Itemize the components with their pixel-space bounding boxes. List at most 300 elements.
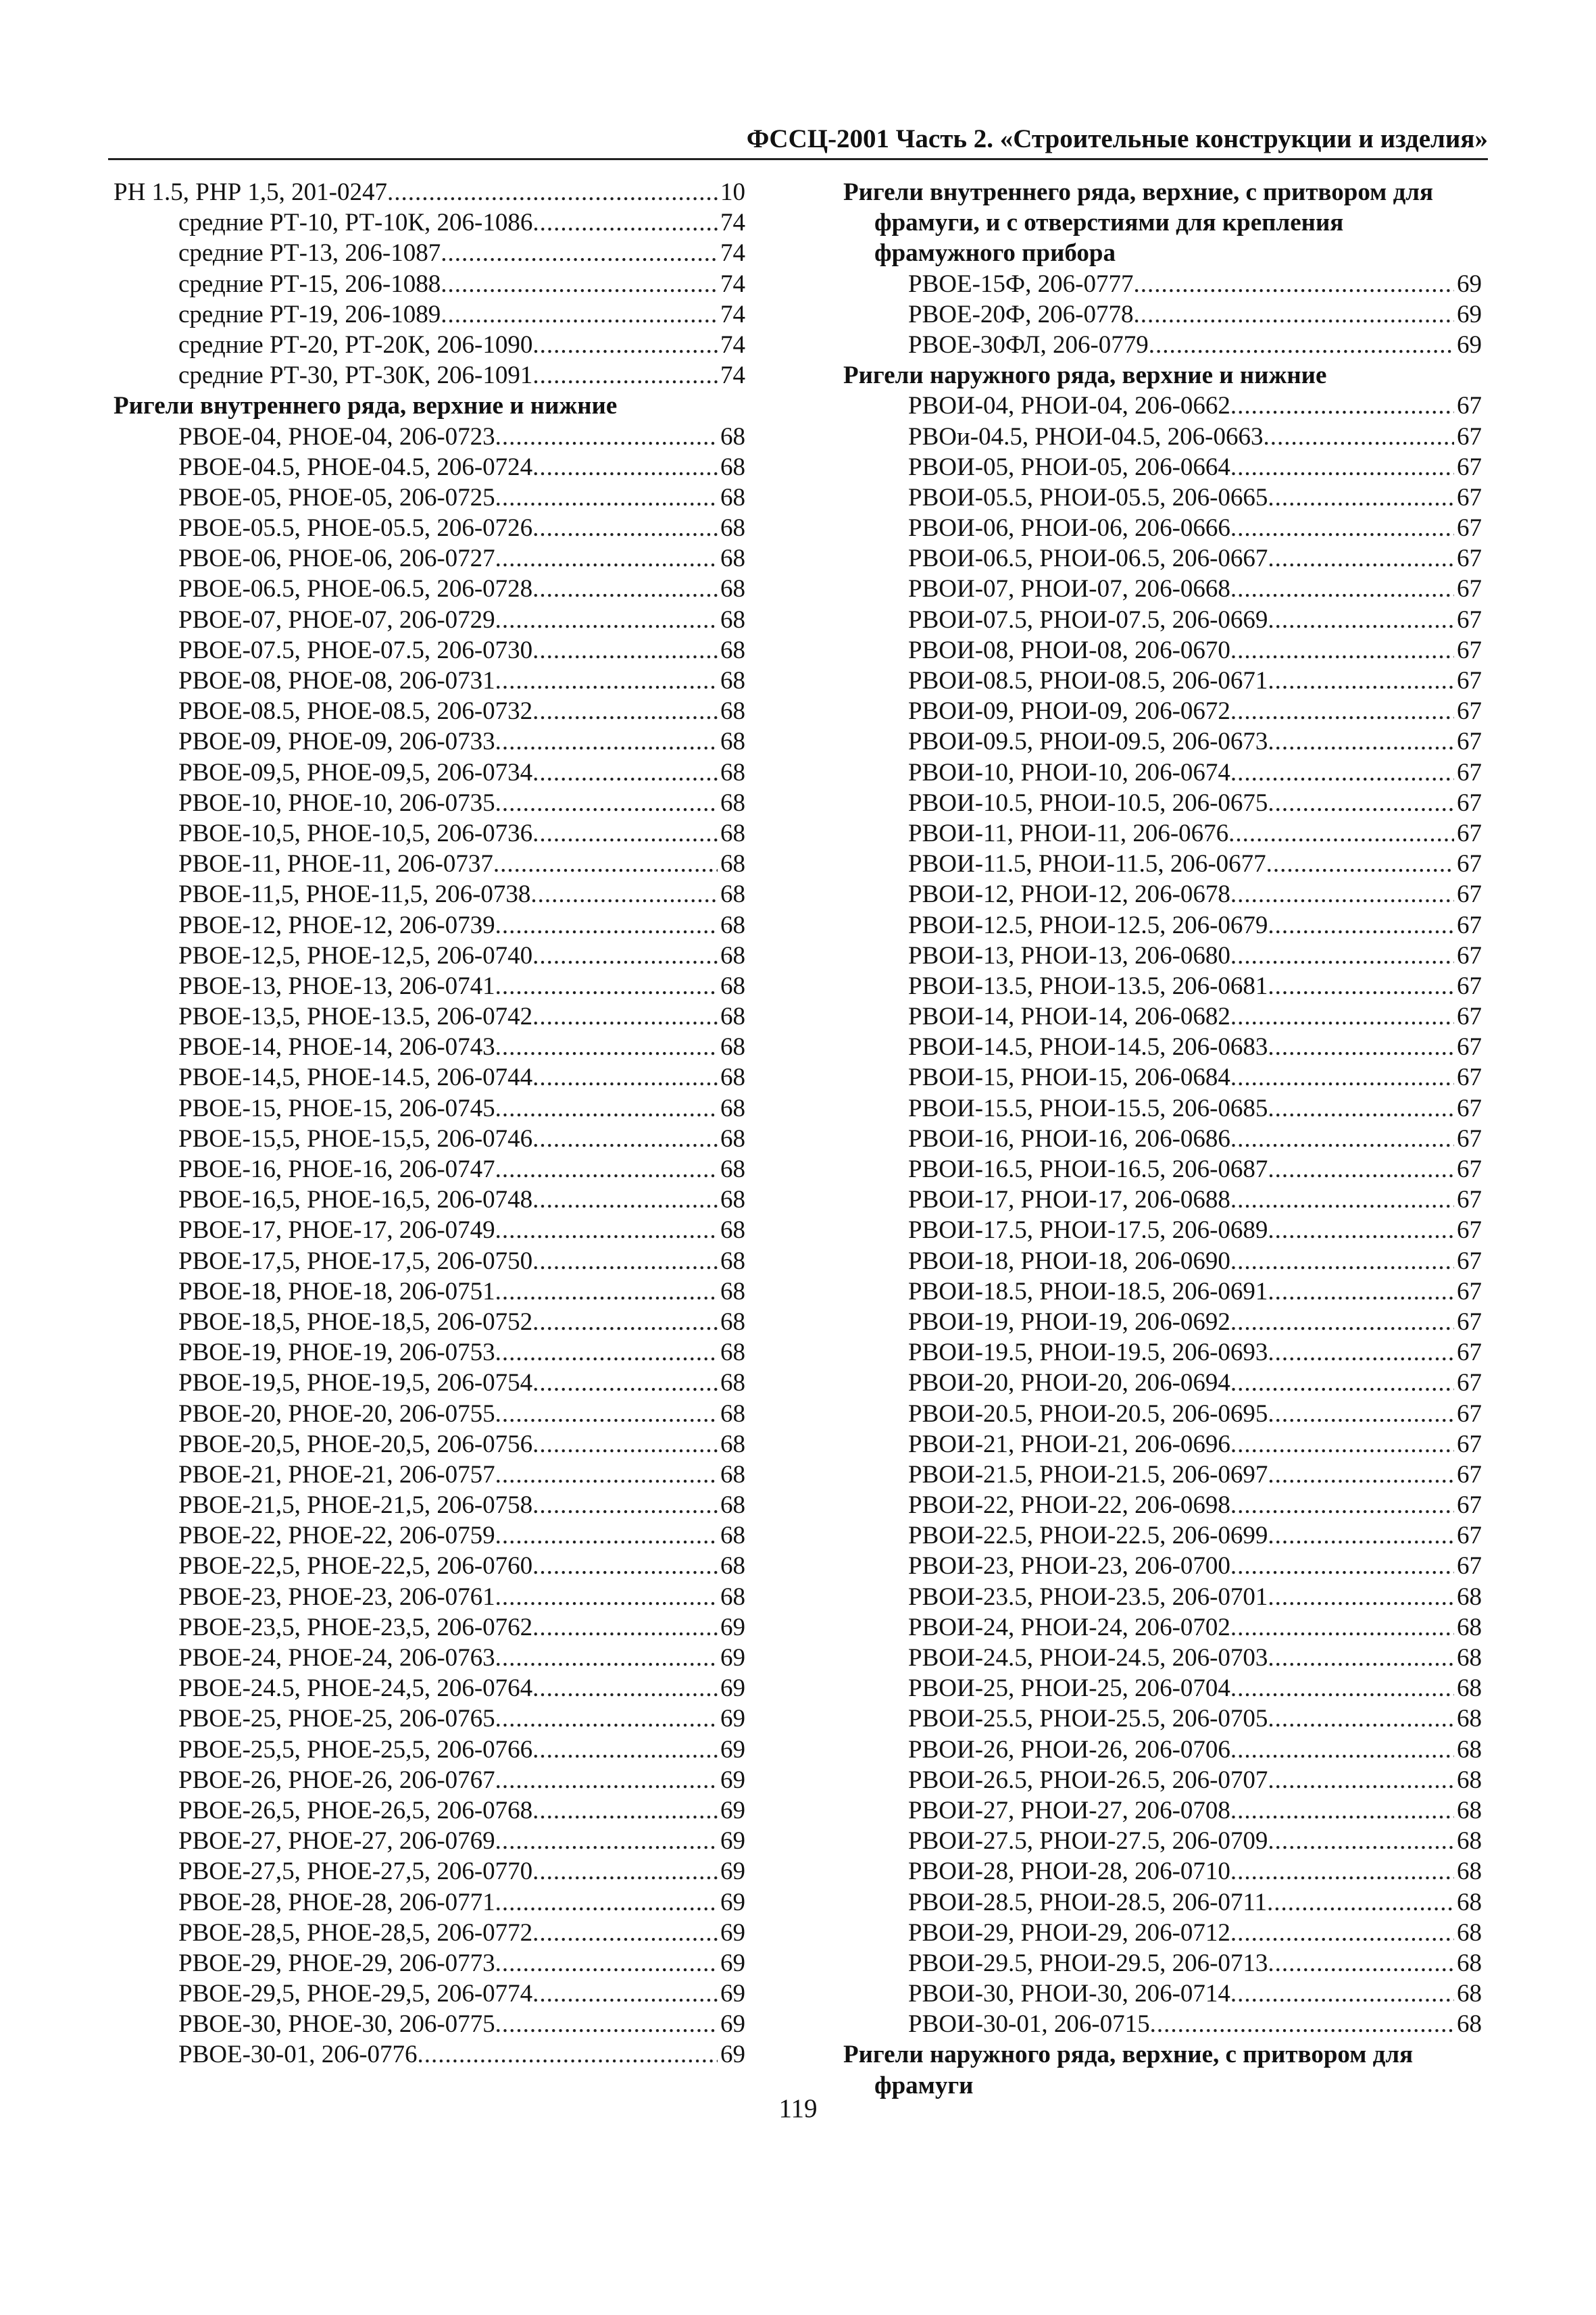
index-entry — [114, 788, 745, 818]
index-entry — [843, 1490, 1482, 1520]
entry-text: РВОИ-12.5, РНОИ-12.5, 206-0679 — [908, 911, 1268, 939]
entry-text: РВОЕ-13,5, РНОЕ-13.5, 206-0742 — [178, 1003, 533, 1031]
index-entry — [114, 1643, 745, 1673]
entry-text: РВОЕ-21,5, РНОЕ-21,5, 206-0758 — [178, 1491, 533, 1520]
entry-text: РВОИ-26.5, РНОИ-26.5, 206-0707 — [908, 1766, 1268, 1794]
entry-page: 69 — [720, 1888, 745, 1916]
entry-page: 68 — [720, 911, 745, 939]
dot-leader — [532, 360, 718, 391]
entry-page: 67 — [1457, 728, 1482, 756]
entry-text: РВОИ-08.5, РНОИ-08.5, 206-0671 — [908, 667, 1268, 695]
dot-leader — [495, 1826, 718, 1856]
entry-page: 68 — [1457, 1980, 1482, 2008]
entry-text: РВОИ-12, РНОИ-12, 206-0678 — [908, 880, 1230, 909]
entry-text: РВОИ-25.5, РНОИ-25.5, 206-0705 — [908, 1705, 1268, 1733]
entry-page: 68 — [1457, 1674, 1482, 1703]
entry-page: 67 — [1457, 697, 1482, 726]
dot-leader — [1268, 1643, 1454, 1673]
entry-page: 68 — [720, 636, 745, 664]
section-heading: фрамужного прибора — [874, 239, 1116, 268]
dot-leader — [532, 1551, 718, 1581]
index-entry — [114, 1429, 745, 1460]
entry-page: 68 — [1457, 1583, 1482, 1611]
index-entry — [114, 1399, 745, 1429]
dot-leader — [1268, 1520, 1454, 1551]
dot-leader — [1230, 1124, 1454, 1154]
dot-leader — [530, 879, 718, 910]
entry-page: 67 — [1457, 819, 1482, 847]
dot-leader — [532, 696, 718, 726]
running-header — [108, 120, 1488, 160]
dot-leader — [495, 1215, 718, 1245]
dot-leader — [1133, 269, 1454, 299]
entry-page: 67 — [1457, 1124, 1482, 1153]
entry-text: РВОИ-05, РНОИ-05, 206-0664 — [908, 453, 1230, 481]
index-column-right — [843, 177, 1482, 2101]
entry-page: 68 — [720, 1247, 745, 1275]
dot-leader — [441, 269, 718, 299]
section-heading: Ригели внутреннего ряда, верхние, с притвором для — [843, 178, 1434, 206]
index-entry — [843, 299, 1482, 330]
entry-text: РВОЕ-17, РНОЕ-17, 206-0749 — [178, 1216, 495, 1245]
entry-text: РВОЕ-05, РНОЕ-05, 206-0725 — [178, 483, 495, 512]
dot-leader — [1230, 1612, 1454, 1643]
dot-leader — [1268, 1765, 1454, 1795]
index-entry — [843, 1978, 1482, 2009]
index-entry — [114, 177, 745, 207]
dot-leader — [495, 1093, 718, 1124]
entry-page: 68 — [720, 453, 745, 481]
entry-page: 67 — [1457, 911, 1482, 939]
entry-page: 67 — [1457, 972, 1482, 1000]
index-entry — [114, 269, 745, 299]
dot-leader — [1267, 1887, 1454, 1918]
index-entry — [114, 330, 745, 360]
entry-page: 67 — [1457, 1003, 1482, 1031]
entry-text: РВОЕ-16,5, РНОЕ-16,5, 206-0748 — [178, 1186, 533, 1214]
entry-page: 74 — [720, 300, 745, 328]
dot-leader — [532, 1307, 718, 1337]
index-entry — [843, 1337, 1482, 1368]
entry-text: РВОЕ-30, РНОЕ-30, 206-0775 — [178, 2010, 495, 2039]
dot-leader — [532, 1001, 718, 1032]
section-heading: фрамуги — [874, 2071, 974, 2099]
dot-leader — [1266, 849, 1454, 879]
dot-leader — [1230, 1429, 1454, 1460]
dot-leader — [1150, 2009, 1454, 2039]
entry-page: 74 — [720, 270, 745, 298]
index-entry — [843, 1307, 1482, 1337]
entry-page: 69 — [1457, 330, 1482, 359]
dot-leader — [1263, 422, 1454, 452]
entry-page: 68 — [720, 1460, 745, 1489]
entry-page: 67 — [1457, 1186, 1482, 1214]
dot-leader — [532, 1185, 718, 1215]
entry-page: 67 — [1457, 1064, 1482, 1092]
dot-leader — [441, 238, 718, 268]
entry-page: 67 — [1457, 1216, 1482, 1245]
index-entry — [114, 666, 745, 696]
entry-page: 68 — [1457, 1918, 1482, 1947]
entry-page: 68 — [1457, 1949, 1482, 1977]
dot-leader — [495, 1520, 718, 1551]
dot-leader — [1230, 1185, 1454, 1215]
index-entry — [114, 1795, 745, 1826]
dot-leader — [1268, 971, 1454, 1001]
index-entry — [843, 1856, 1482, 1887]
index-entry — [114, 1765, 745, 1795]
dot-leader — [532, 635, 718, 666]
dot-leader — [495, 605, 718, 635]
entry-page: 67 — [1457, 575, 1482, 603]
entry-text: РВОИ-15.5, РНОИ-15.5, 206-0685 — [908, 1094, 1268, 1122]
entry-page: 67 — [1457, 545, 1482, 573]
entry-page: 67 — [1457, 483, 1482, 512]
entry-page: 68 — [720, 1369, 745, 1397]
dot-leader — [532, 941, 718, 971]
entry-text: РВОИ-04, РНОИ-04, 206-0662 — [908, 392, 1230, 420]
entry-text: РВОИ-23.5, РНОИ-23.5, 206-0701 — [908, 1583, 1268, 1611]
dot-leader — [495, 726, 718, 757]
entry-text: РВОИ-25, РНОИ-25, 206-0704 — [908, 1674, 1230, 1703]
entry-page: 68 — [720, 1216, 745, 1245]
dot-leader — [532, 513, 718, 543]
index-entry — [843, 696, 1482, 726]
entry-text: РВОИ-30-01, 206-0715 — [908, 2010, 1150, 2039]
entry-page: 69 — [720, 2041, 745, 2069]
entry-text: РВОЕ-19, РНОЕ-19, 206-0753 — [178, 1339, 495, 1367]
entry-page: 69 — [720, 1918, 745, 1947]
index-entry — [843, 849, 1482, 879]
section-heading: фрамуги, и с отверстиями для крепления — [874, 209, 1344, 237]
entry-text: РВОИ-09.5, РНОИ-09.5, 206-0673 — [908, 728, 1268, 756]
entry-page: 69 — [720, 1796, 745, 1824]
entry-page: 74 — [720, 330, 745, 359]
dot-leader — [1230, 1368, 1454, 1398]
dot-leader — [532, 1246, 718, 1276]
entry-page: 68 — [720, 850, 745, 878]
entry-page: 67 — [1457, 1155, 1482, 1183]
index-entry — [843, 1673, 1482, 1703]
entry-text: РВОЕ-22,5, РНОЕ-22,5, 206-0760 — [178, 1552, 533, 1580]
dot-leader — [495, 910, 718, 941]
entry-text: РВОИ-28.5, РНОИ-28.5, 206-0711 — [908, 1888, 1268, 1916]
index-entry — [114, 605, 745, 635]
entry-page: 69 — [1457, 270, 1482, 298]
index-entry — [843, 788, 1482, 818]
index-entry — [114, 1032, 745, 1062]
entry-page: 68 — [720, 972, 745, 1000]
index-entry — [843, 1948, 1482, 1978]
entry-text: РВОЕ-17,5, РНОЕ-17,5, 206-0750 — [178, 1247, 533, 1275]
dot-leader — [1268, 1399, 1454, 1429]
entry-text: РВОЕ-25,5, РНОЕ-25,5, 206-0766 — [178, 1735, 533, 1764]
index-entry — [843, 1399, 1482, 1429]
index-entry — [114, 696, 745, 726]
entry-text: РВОЕ-28, РНОЕ-28, 206-0771 — [178, 1888, 495, 1916]
entry-page: 67 — [1457, 850, 1482, 878]
entry-text: РВОЕ-12, РНОЕ-12, 206-0739 — [178, 911, 495, 939]
entry-text: РВОЕ-27,5, РНОЕ-27,5, 206-0770 — [178, 1858, 533, 1886]
entry-text: РВОЕ-08.5, РНОЕ-08.5, 206-0732 — [178, 697, 533, 726]
dot-leader — [532, 1612, 718, 1643]
entry-text: РН 1.5, РНР 1,5, 201-0247 — [114, 178, 387, 206]
dot-leader — [532, 207, 718, 238]
dot-leader — [532, 1124, 718, 1154]
entry-text: РВОЕ-04.5, РНОЕ-04.5, 206-0724 — [178, 453, 533, 481]
entry-page: 68 — [720, 819, 745, 847]
entry-page: 69 — [720, 1613, 745, 1641]
index-entry — [114, 238, 745, 268]
dot-leader — [1268, 1337, 1454, 1368]
dot-leader — [495, 1643, 718, 1673]
entry-page: 68 — [720, 545, 745, 573]
entry-page: 68 — [720, 422, 745, 451]
dot-leader — [387, 177, 718, 207]
dot-leader — [1268, 910, 1454, 941]
entry-page: 67 — [1457, 880, 1482, 909]
entry-text: РВОЕ-20Ф, 206-0778 — [908, 300, 1134, 328]
entry-page: 67 — [1457, 636, 1482, 664]
entry-page: 10 — [720, 178, 745, 206]
entry-text: РВОИ-28, РНОИ-28, 206-0710 — [908, 1858, 1230, 1886]
dot-leader — [1268, 1276, 1454, 1307]
dot-leader — [1230, 1490, 1454, 1520]
entry-text: РВОИ-07, РНОИ-07, 206-0668 — [908, 575, 1230, 603]
dot-leader — [1230, 757, 1454, 788]
entry-page: 67 — [1457, 1552, 1482, 1580]
index-entry — [843, 1703, 1482, 1734]
entry-text: РВОИ-19, РНОИ-19, 206-0692 — [908, 1308, 1230, 1336]
entry-page: 67 — [1457, 1522, 1482, 1550]
dot-leader — [1230, 574, 1454, 604]
index-entry — [843, 635, 1482, 666]
index-entry — [843, 1735, 1482, 1765]
index-entry — [114, 1948, 745, 1978]
entry-text: РВОИ-18.5, РНОИ-18.5, 206-0691 — [908, 1277, 1268, 1305]
dot-leader — [1268, 1582, 1454, 1612]
entry-text: РВОЕ-07, РНОЕ-07, 206-0729 — [178, 605, 495, 634]
entry-text: РВОЕ-09, РНОЕ-09, 206-0733 — [178, 728, 495, 756]
index-entry — [843, 513, 1482, 543]
entry-page: 68 — [720, 1583, 745, 1611]
dot-leader — [532, 1673, 718, 1703]
entry-text: РВОЕ-20,5, РНОЕ-20,5, 206-0756 — [178, 1430, 533, 1458]
entry-page: 68 — [720, 1094, 745, 1122]
entry-text: РВОИ-06.5, РНОИ-06.5, 206-0667 — [908, 545, 1268, 573]
dot-leader — [1230, 1735, 1454, 1765]
entry-page: 68 — [1457, 1766, 1482, 1794]
page-number: 119 — [778, 2094, 818, 2123]
dot-leader — [532, 1918, 718, 1948]
index-entry — [114, 543, 745, 574]
dot-leader — [495, 2009, 718, 2039]
index-entry — [843, 818, 1482, 849]
index-entry — [114, 1551, 745, 1581]
index-entry — [114, 1276, 745, 1307]
dot-leader — [532, 757, 718, 788]
dot-leader — [1268, 1460, 1454, 1490]
index-entry — [114, 1062, 745, 1093]
entry-page: 68 — [720, 880, 745, 909]
entry-page: 68 — [720, 1399, 745, 1428]
entry-page: 68 — [720, 1491, 745, 1520]
index-entry — [114, 1154, 745, 1185]
index-entry — [114, 941, 745, 971]
dot-leader — [495, 1703, 718, 1734]
entry-page: 68 — [720, 1430, 745, 1458]
entry-text: РВОИ-23, РНОИ-23, 206-0700 — [908, 1552, 1230, 1580]
entry-text: РВОЕ-20, РНОЕ-20, 206-0755 — [178, 1399, 495, 1428]
entry-text: РВОи-04.5, РНОИ-04.5, 206-0663 — [908, 422, 1264, 451]
entry-page: 68 — [1457, 1735, 1482, 1764]
index-entry — [843, 1154, 1482, 1185]
index-entry — [114, 635, 745, 666]
dot-leader — [495, 666, 718, 696]
entry-text: РВОИ-24.5, РНОИ-24.5, 206-0703 — [908, 1644, 1268, 1672]
entry-page: 68 — [720, 789, 745, 817]
entry-page: 69 — [720, 1949, 745, 1977]
entry-page: 68 — [720, 697, 745, 726]
entry-page: 67 — [1457, 1369, 1482, 1397]
dot-leader — [1268, 666, 1454, 696]
index-entry — [843, 543, 1482, 574]
section-heading: Ригели наружного ряда, верхние и нижние — [843, 362, 1327, 390]
entry-text: РВОИ-11, РНОИ-11, 206-0676 — [908, 819, 1229, 847]
entry-page: 68 — [720, 1064, 745, 1092]
index-entry — [114, 1337, 745, 1368]
entry-text: РВОИ-24, РНОИ-24, 206-0702 — [908, 1613, 1230, 1641]
entry-page: 68 — [1457, 1796, 1482, 1824]
dot-leader — [495, 1887, 718, 1918]
dot-leader — [1268, 726, 1454, 757]
dot-leader — [1268, 1032, 1454, 1062]
entry-page: 69 — [720, 1735, 745, 1764]
entry-text: РВОИ-11.5, РНОИ-11.5, 206-0677 — [908, 850, 1266, 878]
entry-page: 74 — [720, 362, 745, 390]
dot-leader — [1133, 299, 1454, 330]
dot-leader — [532, 818, 718, 849]
index-entry — [114, 818, 745, 849]
header-title: ФССЦ-2001 Часть 2. «Строительные конструкции и изделия» — [746, 124, 1488, 153]
entry-text: РВОЕ-12,5, РНОЕ-12,5, 206-0740 — [178, 941, 533, 970]
index-entry — [114, 1460, 745, 1490]
entry-text: РВОЕ-14,5, РНОЕ-14.5, 206-0744 — [178, 1064, 533, 1092]
entry-text: РВОЕ-09,5, РНОЕ-09,5, 206-0734 — [178, 758, 533, 787]
entry-text: РВОИ-17, РНОИ-17, 206-0688 — [908, 1186, 1230, 1214]
section-heading: Ригели наружного ряда, верхние, с притвором для — [843, 2041, 1414, 2069]
entry-page: 67 — [1457, 453, 1482, 481]
entry-page: 69 — [720, 1705, 745, 1733]
entry-page: 69 — [720, 1980, 745, 2008]
dot-leader — [495, 1948, 718, 1978]
entry-text: средние РТ-30, РТ-30К, 206-1091 — [178, 362, 533, 390]
entry-text: РВОИ-20, РНОИ-20, 206-0694 — [908, 1369, 1230, 1397]
index-entry — [843, 726, 1482, 757]
entry-page: 68 — [720, 667, 745, 695]
index-entry — [843, 1612, 1482, 1643]
index-entry — [114, 726, 745, 757]
index-entry — [843, 1643, 1482, 1673]
index-entry — [114, 1001, 745, 1032]
entry-page: 74 — [720, 239, 745, 268]
entry-page: 67 — [1457, 1491, 1482, 1520]
dot-leader — [495, 1582, 718, 1612]
entry-text: РВОЕ-06, РНОЕ-06, 206-0727 — [178, 545, 495, 573]
entry-page: 67 — [1457, 789, 1482, 817]
dot-leader — [1268, 605, 1454, 635]
dot-leader — [495, 1765, 718, 1795]
entry-text: РВОИ-10, РНОИ-10, 206-0674 — [908, 758, 1230, 787]
dot-leader — [495, 1399, 718, 1429]
dot-leader — [1268, 788, 1454, 818]
index-entry — [843, 1795, 1482, 1826]
index-entry — [843, 971, 1482, 1001]
entry-page: 67 — [1457, 1460, 1482, 1489]
dot-leader — [1228, 818, 1454, 849]
entry-text: РВОЕ-11, РНОЕ-11, 206-0737 — [178, 850, 493, 878]
entry-page: 68 — [720, 1003, 745, 1031]
entry-text: РВОЕ-16, РНОЕ-16, 206-0747 — [178, 1155, 495, 1183]
index-entry — [114, 360, 745, 391]
entry-text: средние РТ-15, 206-1088 — [178, 270, 441, 298]
entry-page: 74 — [720, 209, 745, 237]
index-entry — [114, 1612, 745, 1643]
entry-page: 68 — [720, 575, 745, 603]
entry-text: РВОЕ-11,5, РНОЕ-11,5, 206-0738 — [178, 880, 531, 909]
entry-page: 69 — [720, 1858, 745, 1886]
index-entry — [843, 1765, 1482, 1795]
dot-leader — [495, 1032, 718, 1062]
entry-text: средние РТ-20, РТ-20К, 206-1090 — [178, 330, 533, 359]
dot-leader — [1268, 1093, 1454, 1124]
entry-page: 67 — [1457, 667, 1482, 695]
entry-page: 67 — [1457, 1247, 1482, 1275]
dot-leader — [532, 1490, 718, 1520]
index-entry — [114, 1673, 745, 1703]
entry-text: РВОИ-09, РНОИ-09, 206-0672 — [908, 697, 1230, 726]
dot-leader — [495, 1460, 718, 1490]
index-entry — [843, 1918, 1482, 1948]
index-entry — [843, 1887, 1482, 1918]
entry-text: РВОИ-18, РНОИ-18, 206-0690 — [908, 1247, 1230, 1275]
index-entry — [114, 879, 745, 910]
entry-text: РВОИ-17.5, РНОИ-17.5, 206-0689 — [908, 1216, 1268, 1245]
entry-page: 67 — [1457, 1033, 1482, 1062]
index-entry — [843, 605, 1482, 635]
dot-leader — [441, 299, 718, 330]
entry-page: 67 — [1457, 758, 1482, 787]
dot-leader — [1230, 1856, 1454, 1887]
entry-page: 68 — [1457, 1827, 1482, 1856]
entry-page: 67 — [1457, 1308, 1482, 1336]
index-entry — [843, 1460, 1482, 1490]
dot-leader — [1268, 482, 1454, 513]
dot-leader — [1230, 1918, 1454, 1948]
entry-text: РВОИ-08, РНОИ-08, 206-0670 — [908, 636, 1230, 664]
index-entry — [114, 1887, 745, 1918]
dot-leader — [1268, 1215, 1454, 1245]
entry-text: РВОЕ-15Ф, 206-0777 — [908, 270, 1134, 298]
dot-leader — [1230, 391, 1454, 421]
index-entry — [843, 482, 1482, 513]
dot-leader — [495, 482, 718, 513]
entry-page: 68 — [720, 1186, 745, 1214]
entry-page: 67 — [1457, 1430, 1482, 1458]
entry-page: 68 — [720, 1033, 745, 1062]
entry-text: РВОИ-13, РНОИ-13, 206-0680 — [908, 941, 1230, 970]
dot-leader — [1230, 941, 1454, 971]
